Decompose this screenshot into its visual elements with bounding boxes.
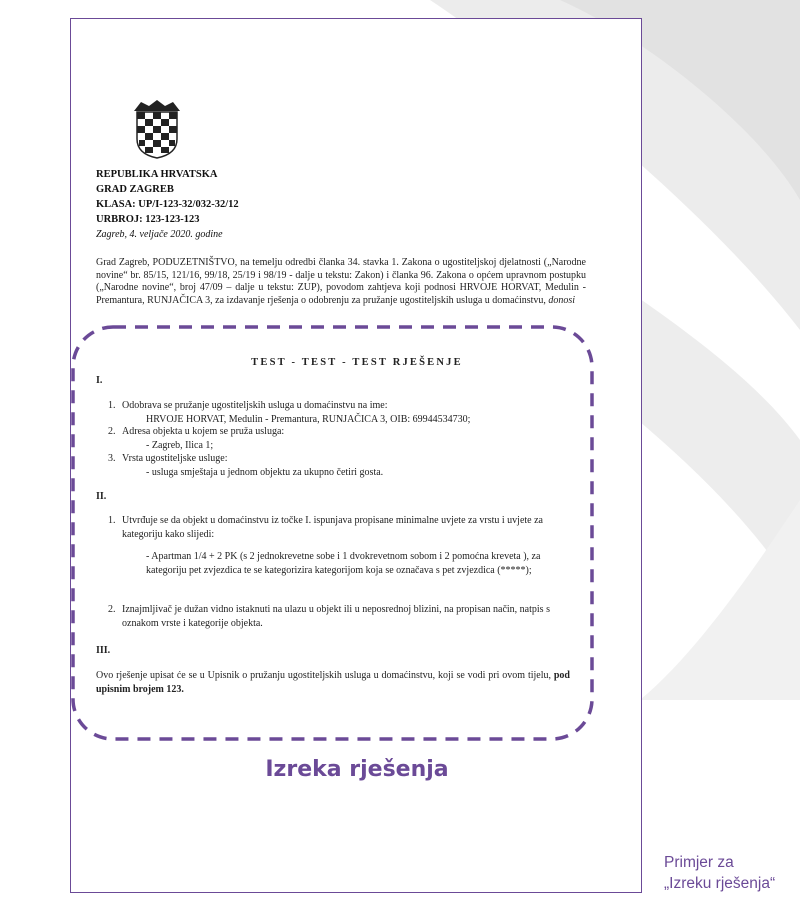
list-text: Odobrava se pružanje ugostiteljskih usluga u domaćinstvu na ime:	[122, 400, 388, 411]
list-number: 1.	[108, 400, 116, 411]
intro-text: Grad Zagreb, PODUZETNIŠTVO, na temelju odredbi članka 34. stavka 1. Zakona o ugostiteljskoj djelatnosti („Narodne novine“ br. 85/15, 121/16, 99/18, 25/19 i 98/19 - dalje u tekstu: Zakon) i članka 96. Zakona o općem upravnom postupku („Narodne novine“, broj 47/09 – dalje u tekstu: ZUP), povodom zahtjeva koji podnosi HRVOJE HORVAT, Medulin - Premantura, RUNJAČICA 3, za izdavanje rješenja o odobrenju za pružanje ugostiteljskih usluga u domaćinstvu,	[96, 257, 586, 306]
side-caption	[664, 852, 775, 894]
caption-izreka: Izreka rješenja	[265, 757, 449, 782]
list-subtext: - usluga smještaja u jednom objektu za ukupno četiri gosta.	[146, 466, 384, 478]
list-text: Vrsta ugostiteljske usluge:	[122, 453, 228, 464]
list-text: Adresa objekta u kojem se pruža usluga:	[122, 426, 285, 437]
list-text: Utvrđuje se da objekt u domaćinstvu iz točke I. ispunjava propisane minimalne uvjete za vrstu i uvjete za kategoriju kako slijedi:	[122, 515, 543, 540]
document-page	[70, 18, 642, 893]
list-number: 3.	[108, 453, 116, 464]
header-klasa: KLASA: UP/I-123-32/032-32/12	[96, 199, 239, 210]
list-number: 2.	[108, 604, 116, 615]
side-caption-line1: Primjer za	[664, 854, 734, 871]
list-subtext: - Zagreb, Ilica 1;	[146, 439, 214, 451]
header-date: Zagreb, 4. veljače 2020. godine	[96, 229, 223, 240]
section-heading-i: I.	[96, 375, 103, 386]
header-urbroj: URBROJ: 123-123-123	[96, 214, 200, 225]
list-number: 2.	[108, 426, 116, 437]
list-text: Iznajmljivač je dužan vidno istaknuti na ulazu u objekt ili u neposrednoj blizini, na propisan način, natpis s oznakom vrste i kategorije objekta.	[122, 604, 550, 629]
section-heading-iii: III.	[96, 645, 111, 656]
header-country: REPUBLIKA HRVATSKA	[96, 169, 218, 180]
list-subtext: - Apartman 1/4 + 2 PK (s 2 jednokrevetne sobe i 1 dvokrevetnom sobom i 2 pomoćna kreveta ), za kategoriju pet zvjezdica te se kategorizira kategorijom koja se označava s pet zvjezdica (*****);	[146, 551, 541, 576]
document-header	[96, 167, 239, 242]
final-paragraph	[96, 669, 570, 696]
section-heading-ii: II.	[96, 491, 107, 502]
croatian-coat-of-arms-icon	[131, 97, 183, 159]
header-city: GRAD ZAGREB	[96, 184, 174, 195]
list-number: 1.	[108, 515, 116, 526]
side-caption-line2: „Izreku rješenja“	[664, 875, 776, 892]
intro-paragraph	[96, 257, 586, 307]
final-registry-number: pod upisnim brojem 123.	[96, 670, 570, 695]
intro-donosi: donosi	[548, 294, 576, 306]
list-subtext: HRVOJE HORVAT, Medulin - Premantura, RUNJAČICA 3, OIB: 69944534730;	[146, 413, 471, 425]
resolution-title: TEST - TEST - TEST RJEŠENJE	[251, 357, 463, 368]
final-text: Ovo rješenje upisat će se u Upisnik o pružanju ugostiteljskih usluga u domaćinstvu, koji se vodi pri ovom tijelu,	[96, 670, 551, 681]
